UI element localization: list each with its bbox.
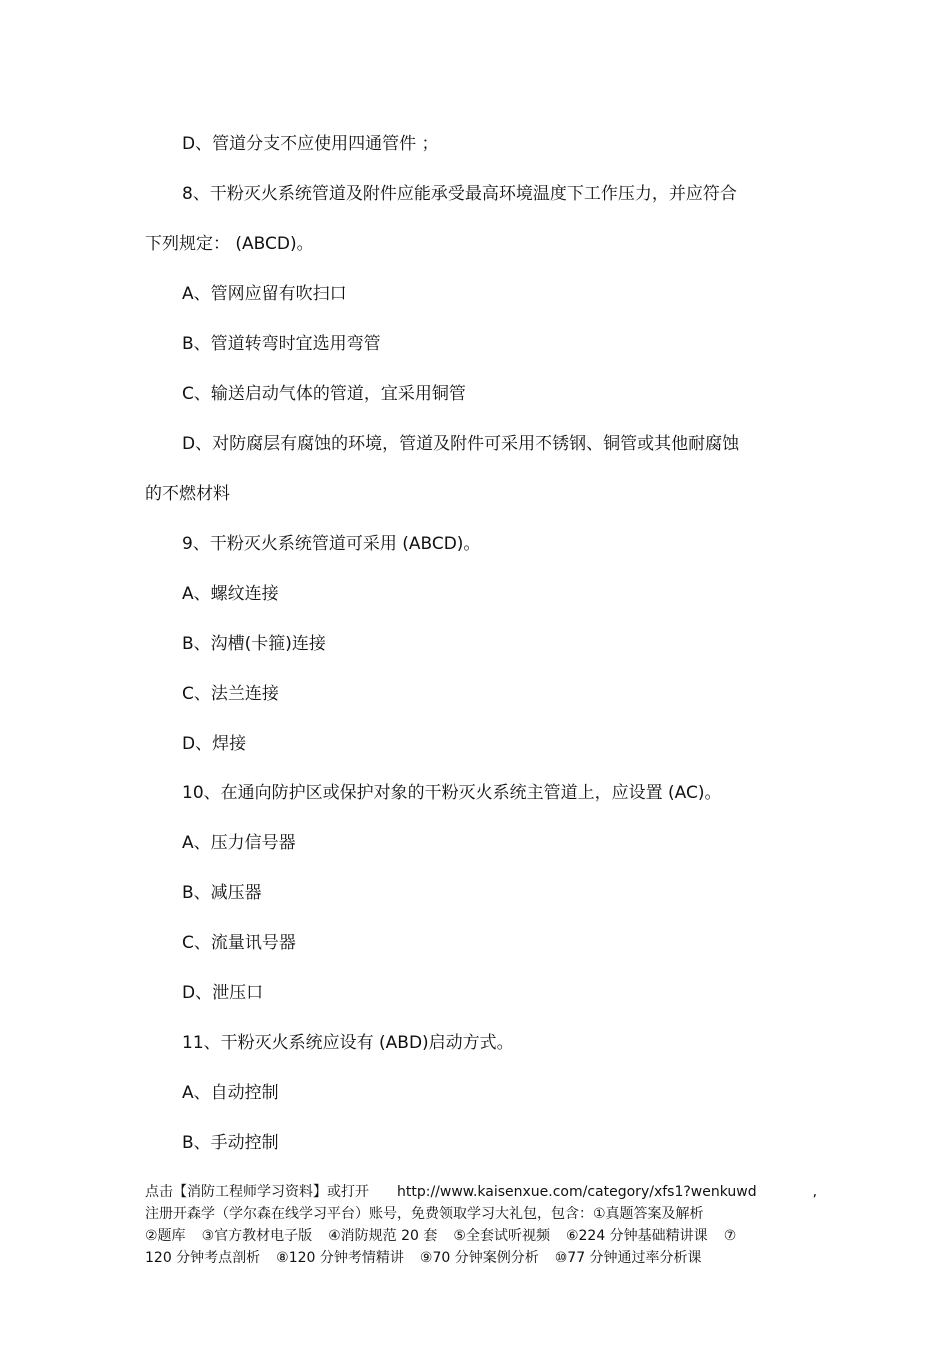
option-9b: B、沟槽(卡箍)连接 [182, 634, 326, 654]
question-9: 9、干粉灭火系统管道可采用 (ABCD)。 [182, 534, 481, 554]
footer-item: ⑤全套试听视频 [453, 1228, 550, 1244]
footer-item: ⑦ [723, 1228, 737, 1244]
footer-line-1 [145, 1181, 825, 1203]
option-8d: D、对防腐层有腐蚀的环境，管道及附件可采用不锈钢、铜管或其他耐腐蚀 [182, 434, 740, 454]
question-8-cont: 下列规定： (ABCD)。 [145, 234, 314, 254]
footer-item: ②题库 [145, 1228, 186, 1244]
promo-footer [145, 1181, 825, 1269]
footer-item: 120 分钟考点剖析 [145, 1250, 261, 1266]
footer-suffix: , [812, 1184, 818, 1200]
footer-item: ⑧120 分钟考情精讲 [276, 1250, 404, 1266]
option-9a: A、螺纹连接 [182, 584, 279, 604]
option-9d: D、焊接 [182, 734, 247, 754]
option-8c: C、输送启动气体的管道，宜采用铜管 [182, 384, 466, 404]
option-10d: D、泄压口 [182, 983, 264, 1003]
option-10c: C、流量讯号器 [182, 933, 296, 953]
footer-line-2: 注册开森学（学尔森在线学习平台）账号，免费领取学习大礼包，包含：①真题答案及解析 [145, 1206, 704, 1222]
option-10b: B、减压器 [182, 883, 262, 903]
option-8a: A、管网应留有吹扫口 [182, 284, 347, 304]
option-8b: B、管道转弯时宜选用弯管 [182, 334, 381, 354]
question-10: 10、在通向防护区或保护对象的干粉灭火系统主管道上，应设置 (AC)。 [182, 783, 722, 803]
footer-prefix[interactable]: 点击【消防工程师学习资料】或打开 [145, 1184, 369, 1200]
option-8d-cont: 的不燃材料 [145, 484, 230, 504]
question-8: 8、干粉灭火系统管道及附件应能承受最高环境温度下工作压力，并应符合 [182, 184, 737, 204]
option-7d: D、管道分支不应使用四通管件 ； [182, 134, 439, 154]
option-10a: A、压力信号器 [182, 833, 296, 853]
footer-link[interactable]: http://www.kaisenxue.com/category/xfs1?wenkuwd [397, 1184, 757, 1200]
footer-item: ⑨70 分钟案例分析 [419, 1250, 539, 1266]
question-11: 11、干粉灭火系统应设有 (ABD)启动方式。 [182, 1033, 514, 1053]
option-9c: C、法兰连接 [182, 684, 279, 704]
footer-line-3 [145, 1225, 825, 1247]
footer-line-4 [145, 1247, 825, 1269]
option-11b: B、手动控制 [182, 1133, 279, 1153]
footer-item: ③官方教材电子版 [201, 1228, 313, 1244]
footer-item: ⑩77 分钟通过率分析课 [554, 1250, 702, 1266]
footer-item: ④消防规范 20 套 [328, 1228, 438, 1244]
option-11a: A、自动控制 [182, 1083, 279, 1103]
footer-item: ⑥224 分钟基础精讲课 [565, 1228, 708, 1244]
